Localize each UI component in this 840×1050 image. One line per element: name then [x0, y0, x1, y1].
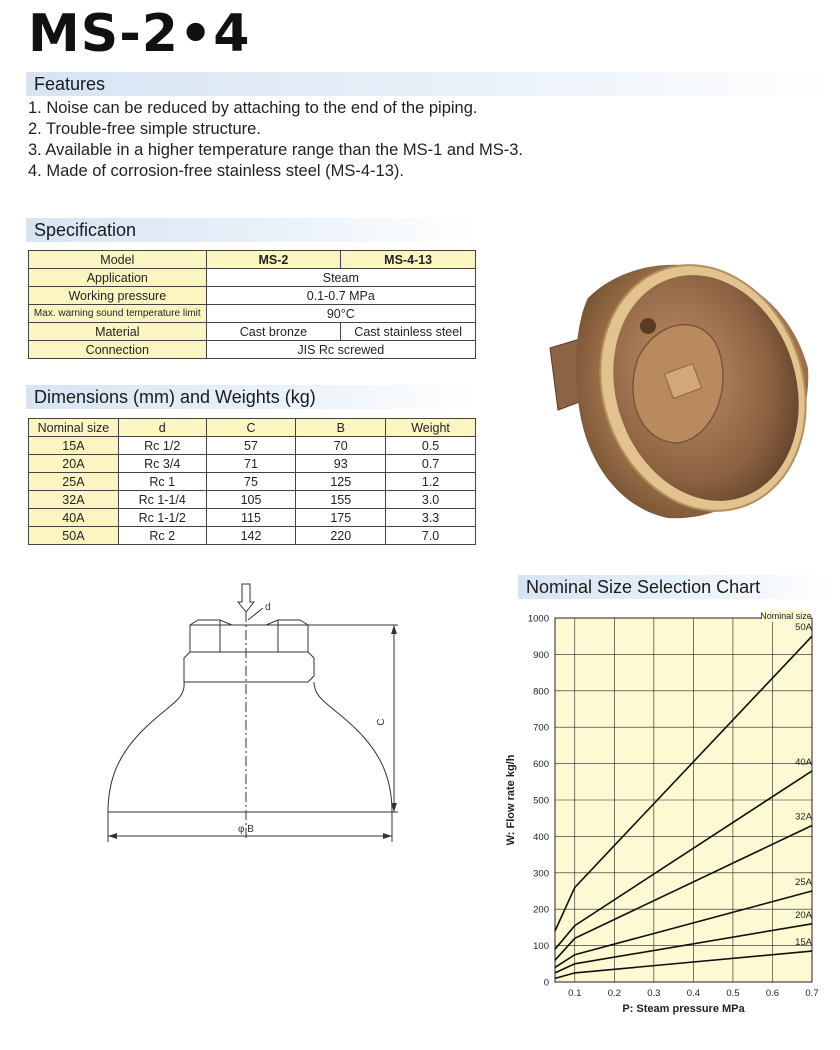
- table-cell: 220: [296, 527, 386, 545]
- spec-application-value: Steam: [206, 269, 475, 287]
- specification-table: [28, 250, 476, 359]
- column-header: C: [206, 419, 296, 437]
- specification-heading: Specification: [34, 220, 137, 240]
- chart-y-tick-label: 0: [543, 977, 549, 989]
- table-cell: 7.0: [386, 527, 476, 545]
- table-cell: Rc 1-1/4: [118, 491, 206, 509]
- table-row: [29, 527, 476, 545]
- table-cell: 57: [206, 437, 296, 455]
- table-cell: 75: [206, 473, 296, 491]
- table-cell: 71: [206, 455, 296, 473]
- table-cell: 105: [206, 491, 296, 509]
- table-row: [29, 437, 476, 455]
- spec-model-label: Model: [29, 251, 207, 269]
- chart-heading: Nominal Size Selection Chart: [526, 577, 761, 597]
- specification-heading-bar: [26, 218, 476, 242]
- table-cell: 142: [206, 527, 296, 545]
- drawing-label-b: φ B: [238, 824, 254, 835]
- dimension-drawing: [98, 580, 428, 850]
- chart-x-axis-label: P: Steam pressure MPa: [622, 1003, 745, 1015]
- product-photo: [528, 238, 828, 538]
- table-cell: 25A: [29, 473, 119, 491]
- table-cell: 20A: [29, 455, 119, 473]
- table-cell: Rc 1: [118, 473, 206, 491]
- chart-legend-title: Nominal size: [760, 611, 812, 621]
- drawing-label-c: C: [376, 718, 387, 726]
- table-cell: 0.5: [386, 437, 476, 455]
- table-cell: 40A: [29, 509, 119, 527]
- chart-x-tick-label: 0.5: [726, 988, 740, 999]
- table-cell: 125: [296, 473, 386, 491]
- feature-item: 2. Trouble-free simple structure.: [28, 120, 261, 138]
- spec-model-ms4: MS-4-13: [341, 251, 476, 269]
- column-header: Weight: [386, 419, 476, 437]
- spec-temp-label: Max. warning sound temperature limit: [29, 305, 207, 323]
- feature-item: 1. Noise can be reduced by attaching to the end of the piping.: [28, 99, 478, 117]
- table-cell: 175: [296, 509, 386, 527]
- spec-pressure-value: 0.1-0.7 MPa: [206, 287, 475, 305]
- table-cell: Rc 2: [118, 527, 206, 545]
- table-cell: 70: [296, 437, 386, 455]
- table-row: [29, 251, 476, 269]
- column-header: Nominal size: [29, 419, 119, 437]
- spec-model-ms2: MS-2: [206, 251, 341, 269]
- features-heading-bar: [26, 72, 834, 96]
- table-cell: 50A: [29, 527, 119, 545]
- chart-series-label: 15A: [795, 937, 812, 949]
- drawing-label-d: d: [265, 602, 271, 613]
- feature-item: 3. Available in a higher temperature range than the MS-1 and MS-3.: [28, 141, 523, 159]
- table-cell: 32A: [29, 491, 119, 509]
- spec-connection-value: JIS Rc screwed: [206, 341, 475, 359]
- chart-x-tick-label: 0.4: [686, 988, 700, 999]
- spec-material-label: Material: [29, 323, 207, 341]
- table-cell: 0.7: [386, 455, 476, 473]
- chart-y-tick-label: 700: [533, 722, 549, 734]
- features-heading: Features: [34, 74, 106, 94]
- column-header: d: [118, 419, 206, 437]
- chart-y-axis-label: W: Flow rate kg/h: [505, 754, 517, 846]
- chart-x-tick-label: 0.3: [647, 988, 661, 999]
- table-row: [29, 455, 476, 473]
- chart-y-tick-label: 900: [533, 649, 549, 661]
- table-cell: 155: [296, 491, 386, 509]
- dimensions-table: [28, 418, 476, 545]
- chart-series-label: 25A: [795, 877, 812, 888]
- chart-y-tick-label: 1000: [527, 613, 549, 625]
- table-cell: 3.0: [386, 491, 476, 509]
- chart-y-tick-label: 400: [533, 831, 549, 843]
- chart-y-tick-label: 200: [533, 904, 549, 916]
- table-cell: 3.3: [386, 509, 476, 527]
- chart-y-tick-label: 600: [533, 759, 549, 771]
- chart-series-label: 40A: [795, 756, 812, 768]
- spec-temp-value: 90°C: [206, 305, 475, 323]
- page-title: MS-2•4: [28, 4, 251, 64]
- chart-x-tick-label: 0.7: [805, 988, 819, 999]
- features-list: [28, 98, 523, 182]
- table-row: [29, 509, 476, 527]
- spec-pressure-label: Working pressure: [29, 287, 207, 305]
- chart-series-label: 50A: [795, 622, 812, 634]
- chart-y-tick-label: 500: [533, 795, 549, 807]
- table-cell: Rc 1/2: [118, 437, 206, 455]
- table-row: [29, 473, 476, 491]
- column-header: B: [296, 419, 386, 437]
- table-cell: 1.2: [386, 473, 476, 491]
- table-header-row: [29, 419, 476, 437]
- spec-application-label: Application: [29, 269, 207, 287]
- dimensions-heading-bar: [26, 385, 476, 409]
- table-row: [29, 305, 476, 323]
- spec-material-ms4: Cast stainless steel: [341, 323, 476, 341]
- feature-item: 4. Made of corrosion-free stainless steel (MS-4-13).: [28, 162, 404, 180]
- spec-connection-label: Connection: [29, 341, 207, 359]
- table-cell: 93: [296, 455, 386, 473]
- table-cell: 15A: [29, 437, 119, 455]
- chart-x-tick-label: 0.6: [765, 988, 780, 999]
- spec-material-ms2: Cast bronze: [206, 323, 341, 341]
- chart-series-label: 32A: [795, 811, 812, 823]
- table-row: [29, 287, 476, 305]
- dimensions-heading: Dimensions (mm) and Weights (kg): [34, 387, 316, 407]
- table-cell: 115: [206, 509, 296, 527]
- chart-series-label: 20A: [795, 909, 812, 921]
- table-row: [29, 341, 476, 359]
- chart-y-tick-label: 100: [533, 941, 549, 953]
- chart-x-tick-label: 0.2: [607, 988, 621, 999]
- selection-chart: [500, 596, 834, 1018]
- table-row: [29, 269, 476, 287]
- chart-y-tick-label: 300: [533, 868, 549, 880]
- table-row: [29, 323, 476, 341]
- table-row: [29, 491, 476, 509]
- chart-x-tick-label: 0.1: [568, 988, 582, 999]
- table-cell: Rc 3/4: [118, 455, 206, 473]
- chart-y-tick-label: 800: [533, 686, 549, 698]
- table-cell: Rc 1-1/2: [118, 509, 206, 527]
